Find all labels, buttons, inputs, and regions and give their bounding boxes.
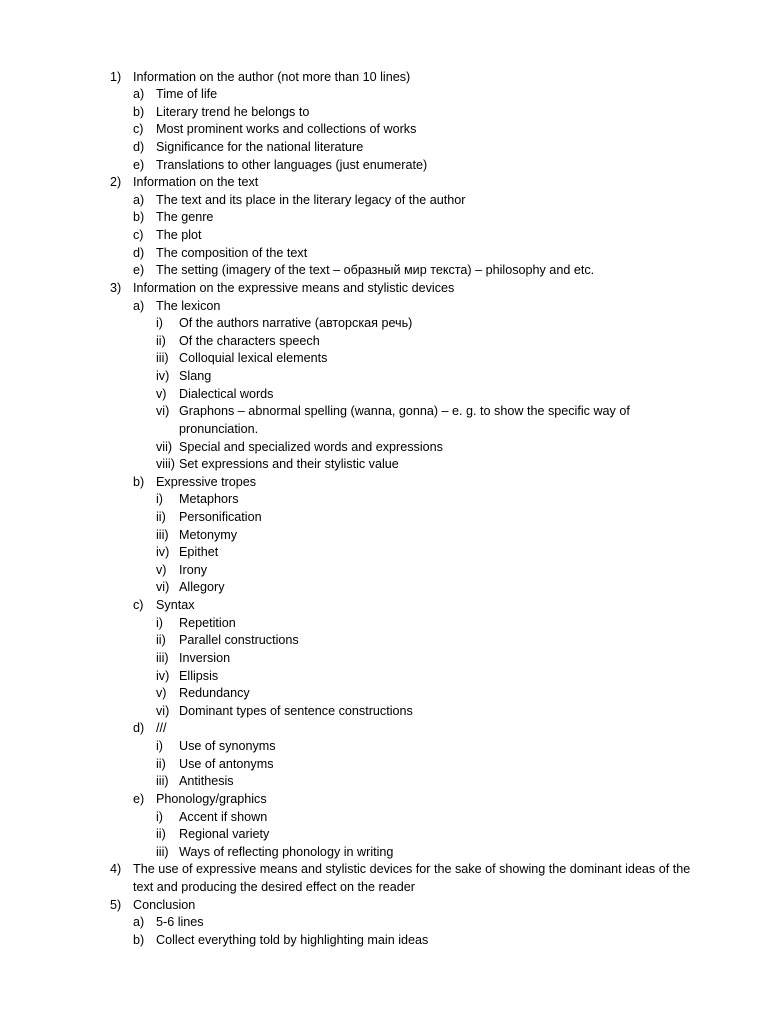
list-marker: b) xyxy=(133,474,145,489)
list-marker: i) xyxy=(156,492,163,507)
list-marker: b) xyxy=(133,104,145,119)
list-item-text: The setting (imagery of the text – образный мир текста) – philosophy and etc. xyxy=(156,263,595,278)
list-marker: a) xyxy=(133,915,145,930)
list-item-text: Regional variety xyxy=(179,827,270,842)
list-marker: e) xyxy=(133,263,145,278)
list-item-text: Dominant types of sentence constructions xyxy=(179,703,413,718)
list-item-text: Use of antonyms xyxy=(179,756,274,771)
list-item-text: Epithet xyxy=(179,545,219,560)
list-marker: c) xyxy=(133,598,144,613)
list-item-text: Use of synonyms xyxy=(179,739,276,754)
list-marker: vi) xyxy=(156,703,170,718)
list-item-text: The lexicon xyxy=(156,298,221,313)
list-marker: i) xyxy=(156,615,163,630)
list-marker: e) xyxy=(133,157,145,172)
list-marker: vii) xyxy=(156,439,173,454)
list-marker: b) xyxy=(133,932,145,947)
list-marker: ii) xyxy=(156,510,166,524)
list-item-text: Most prominent works and collections of works xyxy=(156,122,417,137)
list-marker: v) xyxy=(156,386,167,401)
list-item-text: Ellipsis xyxy=(179,668,219,683)
list-marker: c) xyxy=(133,122,144,137)
list-marker: d) xyxy=(133,245,145,260)
list-marker: 5) xyxy=(110,897,122,912)
list-item-text: Conclusion xyxy=(133,897,196,912)
list-item-text: Of the authors narrative (авторская речь) xyxy=(179,316,413,331)
list-item-text: Redundancy xyxy=(179,686,250,701)
list-item-text: Information on the author (not more than 10 lines) xyxy=(133,69,411,84)
list-marker: viii) xyxy=(156,457,175,472)
list-item-text: Collect everything told by highlighting main ideas xyxy=(156,932,429,947)
list-marker: ii) xyxy=(156,827,166,842)
list-item-text: Irony xyxy=(179,562,207,577)
list-marker: iii) xyxy=(156,527,169,542)
list-item-text: Colloquial lexical elements xyxy=(179,351,328,366)
list-marker: iv) xyxy=(156,369,170,384)
list-marker: iv) xyxy=(156,668,170,683)
list-item-text: Set expressions and their stylistic value xyxy=(179,457,399,472)
list-item-text: The composition of the text xyxy=(156,245,308,260)
list-marker: i) xyxy=(156,809,163,824)
list-item-text: pronunciation. xyxy=(179,421,259,436)
list-item-text: Literary trend he belongs to xyxy=(156,104,310,119)
list-item-text: The use of expressive means and stylistic devices for the sake of showing the dominant ideas of the xyxy=(133,862,691,877)
list-item-text: Slang xyxy=(179,369,212,384)
list-marker: a) xyxy=(133,298,145,313)
list-item-text: Graphons – abnormal spelling (wanna, gonna) – e. g. to show the specific way of xyxy=(179,404,630,419)
list-marker: i) xyxy=(156,316,163,331)
list-marker: d) xyxy=(133,721,145,736)
list-item-text: Ways of reflecting phonology in writing xyxy=(179,844,394,859)
list-item-text: Syntax xyxy=(156,598,195,613)
list-marker: a) xyxy=(133,87,145,102)
list-item-text: The plot xyxy=(156,228,202,243)
list-item-text: Dialectical words xyxy=(179,386,274,401)
list-item-text: Of the characters speech xyxy=(179,333,320,348)
list-marker: b) xyxy=(133,210,145,225)
list-marker: 1) xyxy=(110,69,122,84)
list-marker: i) xyxy=(156,739,163,754)
list-marker: 2) xyxy=(110,175,122,190)
list-marker: iii) xyxy=(156,351,169,366)
list-marker: ii) xyxy=(156,756,166,771)
list-marker: iii) xyxy=(156,650,169,665)
list-marker: iii) xyxy=(156,844,169,859)
list-marker: 4) xyxy=(110,862,122,877)
list-item-text: Metonymy xyxy=(179,527,238,542)
list-item-text: Translations to other languages (just enumerate) xyxy=(156,157,428,172)
list-item-text: Significance for the national literature xyxy=(156,139,364,154)
list-marker: e) xyxy=(133,791,145,806)
list-marker: ii) xyxy=(156,333,166,348)
list-item-text: Parallel constructions xyxy=(179,633,299,648)
list-item-text: Expressive tropes xyxy=(156,474,257,489)
list-item-text: The genre xyxy=(156,210,214,225)
list-marker: d) xyxy=(133,139,145,154)
list-marker: v) xyxy=(156,562,167,577)
list-marker: vi) xyxy=(156,580,170,595)
list-marker: c) xyxy=(133,228,144,243)
list-item-text: Accent if shown xyxy=(179,809,268,824)
list-item-text: Special and specialized words and expressions xyxy=(179,439,443,454)
list-item-text: Allegory xyxy=(179,580,225,595)
list-item-text: Personification xyxy=(179,510,262,524)
list-item-text: Information on the expressive means and stylistic devices xyxy=(133,280,455,295)
list-marker: a) xyxy=(133,192,145,207)
list-item-text: 5-6 lines xyxy=(156,915,204,930)
list-item-text: Information on the text xyxy=(133,175,259,190)
list-item-text: text and producing the desired effect on the reader xyxy=(133,880,415,895)
list-item-text: Phonology/graphics xyxy=(156,791,267,806)
list-marker: vi) xyxy=(156,404,170,419)
list-marker: iii) xyxy=(156,774,169,789)
list-item-text: The text and its place in the literary legacy of the author xyxy=(156,192,466,207)
list-item-text: Inversion xyxy=(179,650,231,665)
list-marker: iv) xyxy=(156,545,170,560)
list-marker: 3) xyxy=(110,280,122,295)
list-item-text: Repetition xyxy=(179,615,236,630)
list-item-text: Time of life xyxy=(156,87,218,102)
list-marker: v) xyxy=(156,686,167,701)
list-item-text: /// xyxy=(156,721,167,736)
list-item-text: Antithesis xyxy=(179,774,234,789)
list-item-text: Metaphors xyxy=(179,492,239,507)
list-marker: ii) xyxy=(156,633,166,648)
